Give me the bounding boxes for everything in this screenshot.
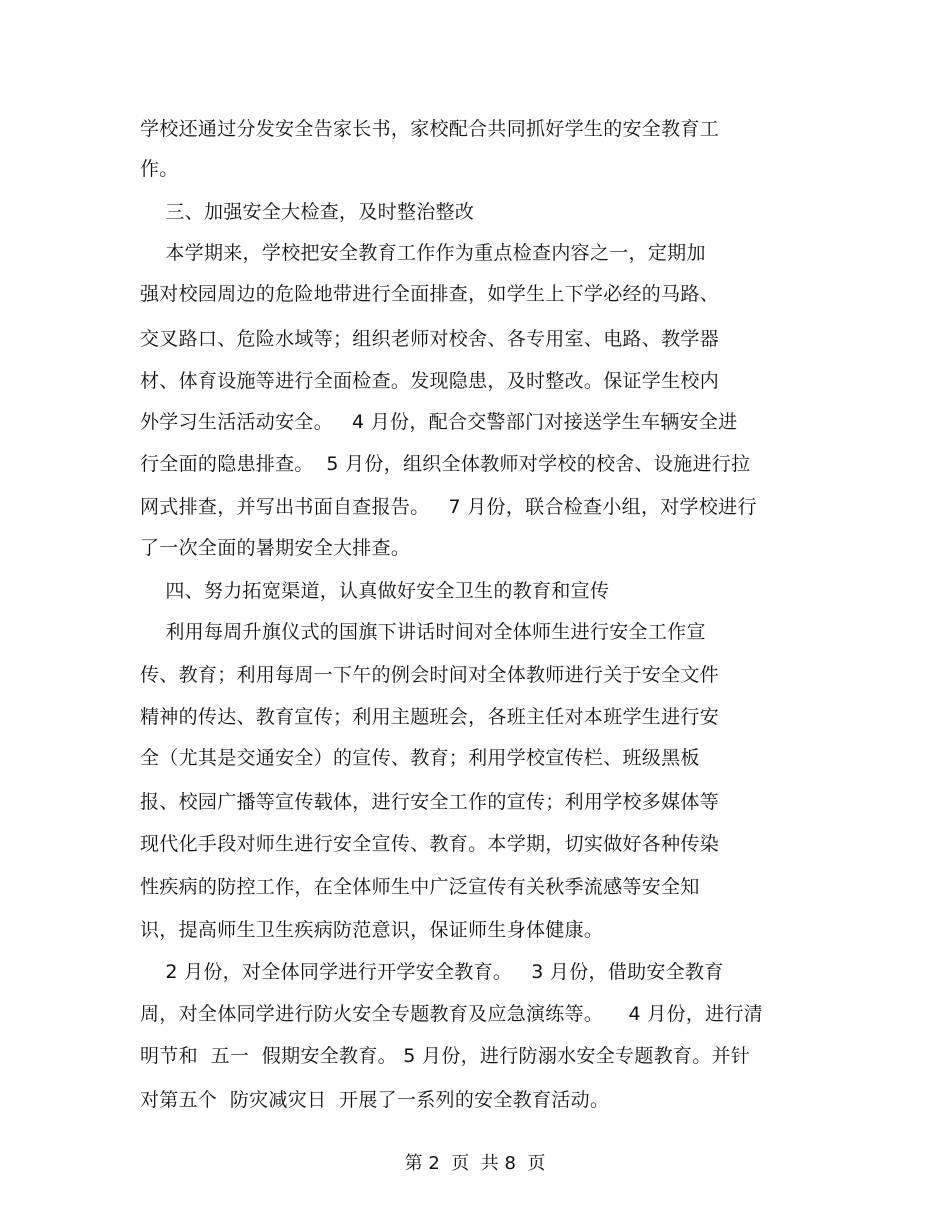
body-text-line: 学校还通过分发安全告家长书，家校配合共同抓好学生的安全教育工 [140,118,720,140]
body-text-line: 交叉路口、危险水域等；组织老师对校舍、各专用室、电路、教学器 [140,328,720,350]
body-text-line: 全（尤其是交通安全）的宣传、教育；利用学校宣传栏、班级黑板 [140,747,700,769]
body-text-line: 精神的传达、教育宣传；利用主题班会，各班主任对本班学生进行安 [140,706,720,728]
body-text-line: 材、体育设施等进行全面检查。发现隐患，及时整改。保证学生校内 [140,370,720,392]
body-text-line: 行全面的隐患排查。 5 月份，组织全体教师对学校的校舍、设施进行拉 [140,453,751,475]
body-text-line: 对第五个 防灾减灾日 开展了一系列的安全教育活动。 [140,1089,610,1111]
body-text-line: 利用每周升旗仪式的国旗下讲话时间对全体师生进行安全工作宣 [140,621,706,643]
section-heading: 三、加强安全大检查，及时整治整改 [140,201,475,223]
body-text-line: 本学期来，学校把安全教育工作作为重点检查内容之一，定期加 [140,242,706,264]
body-text-line: 2 月份，对全体同学进行开学安全教育。 3 月份，借助安全教育 [140,961,724,983]
body-text-line: 了一次全面的暑期安全大排查。 [140,537,411,559]
body-text-line: 性疾病的防控工作，在全体师生中广泛宣传有关秋季流感等安全知 [140,876,700,898]
body-text-line: 强对校园周边的危险地带进行全面排查，如学生上下学必经的马路、 [140,283,720,305]
body-text-line: 报、校园广播等宣传载体，进行安全工作的宣传；利用学校多媒体等 [140,791,720,813]
body-text-line: 识，提高师生卫生疾病防范意识，保证师生身体健康。 [140,919,604,941]
body-text-line: 传、教育；利用每周一下午的例会时间对全体教师进行关于安全文件 [140,664,720,686]
section-heading: 四、努力拓宽渠道，认真做好安全卫生的教育和宣传 [140,580,610,602]
body-text-line: 网式排查，并写出书面自查报告。 7 月份，联合检查小组，对学校进行 [140,496,757,518]
page-number-footer: 第 2 页 共 8 页 [404,1153,546,1174]
body-text-line: 现代化手段对师生进行安全宣传、教育。本学期，切实做好各种传染 [140,833,720,855]
body-text-line: 周，对全体同学进行防火安全专题教育及应急演练等。 4 月份，进行清 [140,1003,764,1025]
body-text-line: 明节和 五一 假期安全教育。 5 月份，进行防溺水安全专题教育。并针 [140,1045,751,1067]
body-text-line: 作。 [140,158,179,180]
body-text-line: 外学习生活活动安全。 4 月份，配合交警部门对接送学生车辆安全进 [140,411,738,433]
